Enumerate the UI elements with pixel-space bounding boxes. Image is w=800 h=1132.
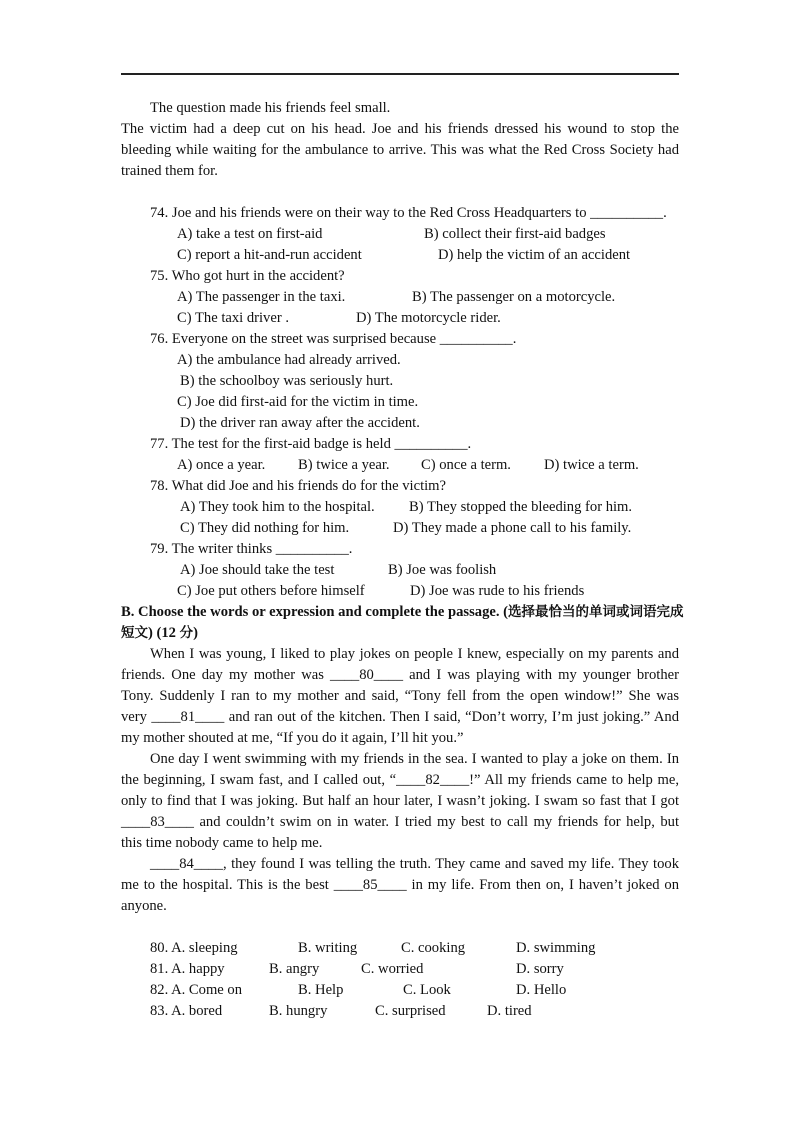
question-83-option-d: D. tired	[487, 1003, 532, 1019]
passage-line: the beginning, I swam fast, and I called out, “____82____!” All my friends came to help me,	[121, 772, 679, 788]
question-79-option-b: B) Joe was foolish	[388, 562, 497, 578]
question-76-option-c: C) Joe did first-aid for the victim in time.	[177, 394, 419, 410]
question-77-stem: 77. The test for the first-aid badge is held __________.	[150, 436, 472, 452]
question-75-stem: 75. Who got hurt in the accident?	[150, 268, 345, 284]
question-77-option-c: C) once a term.	[421, 457, 511, 473]
section-b-heading-line2	[121, 624, 198, 642]
question-75-option-a: A) The passenger in the taxi.	[177, 289, 346, 305]
question-74-stem: 74. Joe and his friends were on their way to the Red Cross Headquarters to __________.	[150, 205, 667, 221]
question-81-option-b: B. angry	[269, 961, 320, 977]
section-b-heading-cn: 选择最恰当的单词或词语完成	[508, 604, 684, 620]
question-78-stem: 78. What did Joe and his friends do for the victim?	[150, 478, 447, 494]
question-77-option-d: D) twice a term.	[544, 457, 639, 473]
passage-line: One day I went swimming with my friends in the sea. I wanted to play a joke on them. In	[150, 751, 679, 767]
question-82-option-a: 82. A. Come on	[150, 982, 243, 998]
question-81-option-c: C. worried	[361, 961, 424, 977]
section-b-heading-en: B. Choose the words or expression and complete the passage. (	[121, 604, 509, 620]
question-74-option-d: D) help the victim of an accident	[438, 247, 631, 263]
passage-line: anyone.	[121, 898, 167, 914]
question-79-stem: 79. The writer thinks __________.	[150, 541, 353, 557]
passage-line: me to the hospital. This is the best ____85____ in my life. From then on, I haven’t joked on	[121, 877, 679, 893]
question-82-option-b: B. Help	[298, 982, 344, 998]
passage-line: friends. One day my mother was ____80____ and I was playing with my younger brother	[121, 667, 679, 683]
question-81-option-d: D. sorry	[516, 961, 564, 977]
question-76-option-b: B) the schoolboy was seriously hurt.	[180, 373, 394, 389]
question-75-option-c: C) The taxi driver .	[177, 310, 289, 326]
question-74-option-a: A) take a test on first-aid	[177, 226, 323, 242]
passage-line: only to find that I was joking. But half an hour later, I wasn’t joking. I swam so fast that I got	[121, 793, 679, 809]
story-line: The question made his friends feel small.	[150, 100, 391, 116]
question-83-option-a: 83. A. bored	[150, 1003, 223, 1019]
section-b-heading-end: )	[193, 625, 198, 641]
question-78-option-b: B) They stopped the bleeding for him.	[409, 499, 633, 515]
question-80-option-c: C. cooking	[401, 940, 466, 956]
question-77-option-b: B) twice a year.	[298, 457, 390, 473]
passage-line: Tony. Suddenly I ran to my mother and said, “Tony fell from the open window!” She was	[121, 688, 679, 704]
story-line: The victim had a deep cut on his head. Joe and his friends dressed his wound to stop the	[121, 121, 679, 137]
question-76-option-a: A) the ambulance had already arrived.	[177, 352, 401, 368]
story-line: trained them for.	[121, 163, 218, 179]
question-75-option-d: D) The motorcycle rider.	[356, 310, 501, 326]
question-76-option-d: D) the driver ran away after the accident.	[180, 415, 420, 431]
question-82-option-d: D. Hello	[516, 982, 567, 998]
question-83-option-b: B. hungry	[269, 1003, 328, 1019]
question-82-option-c: C. Look	[403, 982, 451, 998]
passage-line: ____84____, they found I was telling the truth. They came and saved my life. They took	[150, 856, 679, 872]
passage-line: very ____81____ and ran out of the kitchen. Then I said, “Don’t worry, I’m just joking.” And	[121, 709, 679, 725]
question-78-option-a: A) They took him to the hospital.	[180, 499, 375, 515]
question-80-option-b: B. writing	[298, 940, 358, 956]
story-line: bleeding while waiting for the ambulance to arrive. This was what the Red Cross Society had	[121, 142, 679, 158]
question-79-option-d: D) Joe was rude to his friends	[410, 583, 585, 599]
question-81-option-a: 81. A. happy	[150, 961, 225, 977]
question-83-option-c: C. surprised	[375, 1003, 446, 1019]
question-78-option-d: D) They made a phone call to his family.	[393, 520, 632, 536]
question-76-stem: 76. Everyone on the street was surprised because __________.	[150, 331, 517, 347]
section-b-heading-cn-3: 分	[179, 625, 194, 641]
header-rule	[121, 73, 679, 75]
question-80-option-d: D. swimming	[516, 940, 596, 956]
question-79-option-c: C) Joe put others before himself	[177, 583, 365, 599]
question-80-option-a: 80. A. sleeping	[150, 940, 238, 956]
passage-line: this time nobody came to help me.	[121, 835, 323, 851]
question-79-option-a: A) Joe should take the test	[180, 562, 335, 578]
passage-line: When I was young, I liked to play jokes on people I knew, especially on my parents and	[150, 646, 679, 662]
section-b-heading-cn-2: 短文	[121, 625, 148, 641]
question-77-option-a: A) once a year.	[177, 457, 266, 473]
section-b-heading	[121, 603, 684, 621]
question-74-option-c: C) report a hit-and-run accident	[177, 247, 362, 263]
passage-line: ____83____ and couldn’t swim on in water. I tried my best to call my friends for help, but	[121, 814, 679, 830]
question-78-option-c: C) They did nothing for him.	[180, 520, 350, 536]
section-b-heading-points: ) (12	[148, 625, 180, 641]
passage-line: my mother shouted at me, “If you do it again, I’ll hit you.”	[121, 730, 464, 746]
question-75-option-b: B) The passenger on a motorcycle.	[412, 289, 616, 305]
question-74-option-b: B) collect their first-aid badges	[424, 226, 606, 242]
